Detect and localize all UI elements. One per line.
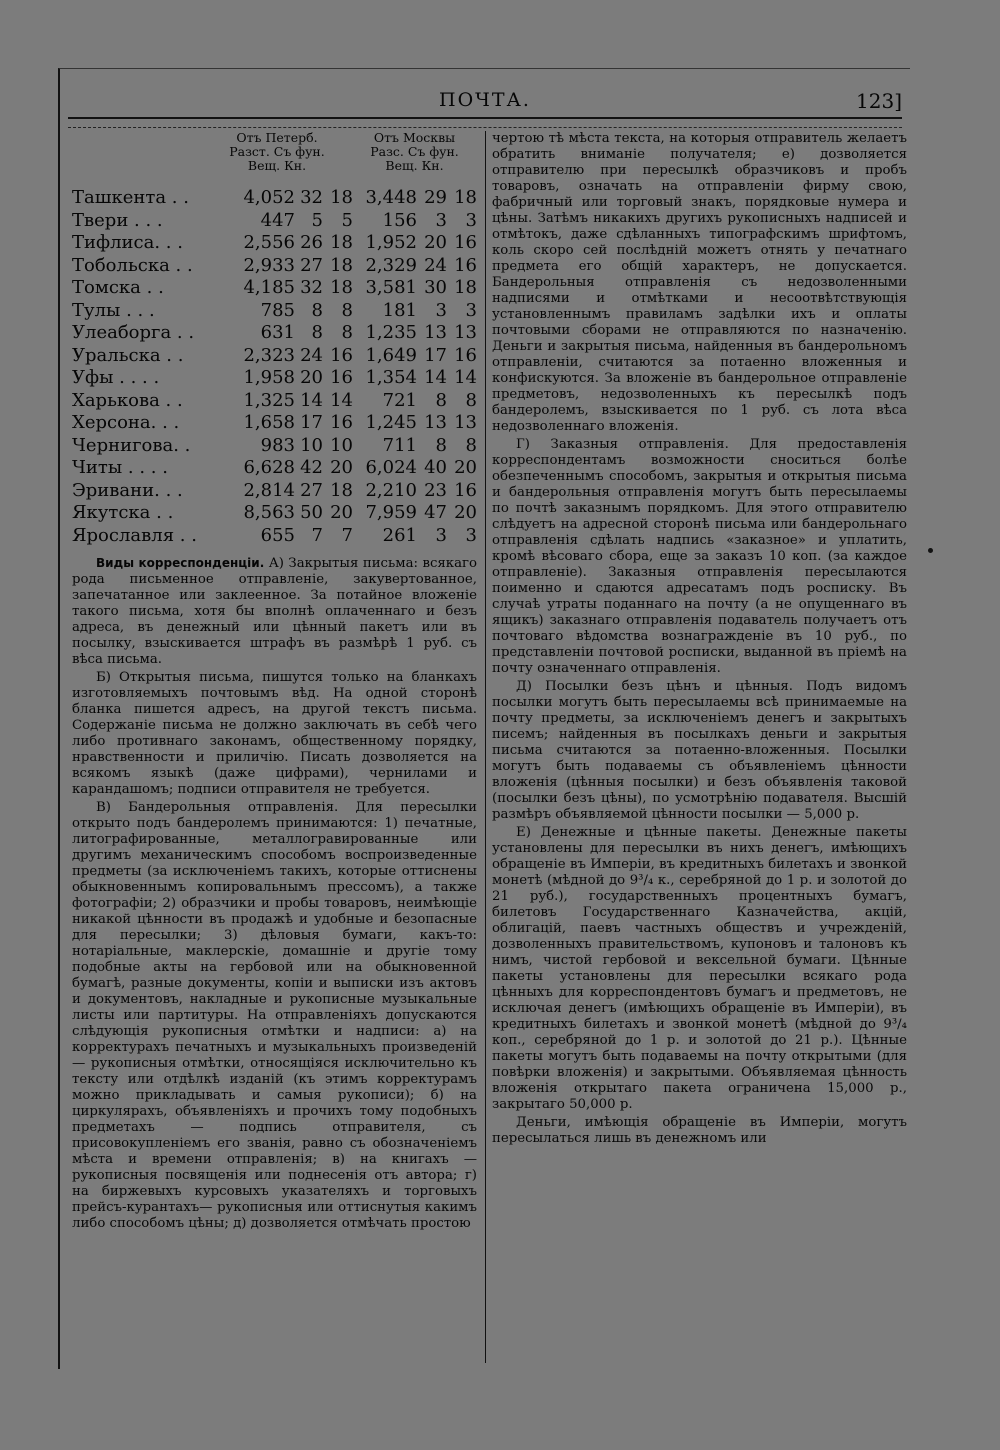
table-row [72, 367, 477, 390]
paragraph-printed-matter: В) Бандерольныя отправленія. Для пересылки открыто подъ бандеролемъ принимаются: 1) печатные, литографированные, металлогравированные или другимъ механическимъ способомъ воспроизведенные предметы (за исключеніемъ такихъ, которые оттиснены обыкновеннымъ копировальнымъ прессомъ), а также фотографіи; 2) образчики и пробы товаровъ, неимѣющіе никакой цѣнности въ продажѣ и удобные и безопасные для пересылки; 3) дѣловыя бумаги, какъ-то: нотаріальные, маклерскіе, домашніе и другіе тому подобные акты на гербовой или на обыкновенной бумагѣ, разные документы, копіи и выписки изъ актовъ и документовъ, накладные и рукописные музыкальные листы или партитуры. На отправленіяхъ допускаются слѣдующія рукописныя отмѣтки и надписи: а) на корректурахъ печатныхъ и музыкальныхъ произведеній — рукописныя отмѣтки, относящіяся исключительно къ тексту или отдѣлкѣ изданій (къ этимъ корректурамъ можно прикладывать и самыя рукописи); б) на циркулярахъ, объявленіяхъ и прочихъ тому подобныхъ предметахъ — подпись отправителя, съ присовокупленіемъ его званія, равно съ обозначеніемъ мѣста и времени отправленія; в) на книгахъ — рукописныя посвященія или поднесенія отъ автора; г) на биржевыхъ курсовыхъ указателяхъ и торговыхъ прейсъ-курантахъ— рукописныя или оттиснутыя какимъ либо способомъ цѣны; д) дозволяется отмѣчать простою [72, 800, 477, 1231]
value-cell: 631 [260, 322, 295, 343]
value-cell: 18 [454, 187, 477, 208]
paragraph-money-note: Деньги, имѣющія обращеніе въ Имперіи, могутъ пересылаться лишь въ денежномъ или [492, 1115, 907, 1146]
table-row [72, 187, 477, 210]
paragraph-registered: Г) Заказныя отправленія. Для предоставленія корреспондентамъ возможности сноситься болѣе обезпеченнымъ способомъ, закрытыя и открытыя письма и бандерольныя отправленія могутъ быть пересылаемы по почтѣ заказнымъ порядкомъ. Для этого отправителю слѣдуетъ на адресной сторонѣ письма или бандерольнаго отправленія сдѣлать надпись «заказное» и уплатить, кромѣ вѣсоваго сбора, еще за заказъ 10 коп. (за каждое отправленіе). Заказныя отправленія пересылаются поименно и сдаются адресатамъ подъ росписку. Въ случаѣ утраты поданнаго на почту (а не опущеннаго въ ящикъ) заказнаго отправленія подаватель получаетъ отъ почтоваго вѣдомства вознагражденіе въ 10 руб., по представленіи почтовой росписки, выданной въ пріемѣ на почту означеннаго отправленія. [492, 437, 907, 676]
table-row [72, 210, 477, 233]
value-cell: 23 [424, 479, 447, 501]
value-cell: 2,556 [243, 232, 295, 253]
city-cell: Якутска . . [72, 502, 174, 523]
value-cell: 18 [330, 187, 353, 208]
value-cell: 3 [465, 209, 477, 231]
city-cell: Эривани. . . [72, 479, 183, 501]
value-cell: 20 [424, 232, 447, 253]
value-cell: 4,052 [243, 187, 295, 208]
value-cell: 50 [300, 502, 323, 523]
paragraph-money-packets: Е) Денежные и цѣнные пакеты. Денежные пакеты установлены для пересылки въ нихъ денегъ, имѣющихъ обращеніе въ Имперіи, въ кредитныхъ билетахъ и звонкой монетѣ (мѣдной до 9³/₄ к., серебряной до 1 р. и золотой до 21 руб.), государственныхъ процентныхъ бумагъ, билетовъ Государственнаго Казначейства, акцій, облигацій, паевъ частныхъ обществъ и учрежденій, дозволенныхъ правительствомъ, купоновъ и талоновъ къ нимъ, чистой гербовой и вексельной бумаги. Цѣнные пакеты установлены для пересылки всякаго рода цѣнныхъ для корреспондентовъ бумагъ и предметовъ, не исключая денегъ (имѣющихъ обращеніе въ Имперіи), въ кредитныхъ билетахъ и звонкой монетѣ (мѣдной до 9³/₄ коп., серебряной до 1 р. и золотой до 21 р.). Цѣнные пакеты могутъ быть подаваемы на почту открытыми (для повѣрки вложенія) и закрытыми. Объявляемая цѣнность вложенія открытаго пакета ограничена 15,000 р., закрытаго 50,000 р. [492, 825, 907, 1112]
header-from-moscow: Отъ Москвы Разс. Съ фун. Вещ. Кн. [370, 130, 459, 173]
value-cell: 16 [454, 479, 477, 501]
value-cell: 17 [300, 412, 323, 433]
value-cell: 447 [260, 209, 295, 231]
value-cell: 16 [330, 344, 353, 366]
column-divider [485, 131, 486, 1363]
value-cell: 18 [454, 277, 477, 298]
table-row [72, 322, 477, 345]
city-cell: Ярославля . . [72, 524, 197, 546]
value-cell: 32 [300, 277, 323, 298]
paragraph-open-letters: Б) Открытыя письма, пишутся только на бланкахъ изготовляемыхъ почтовымъ вѣд. На одной сторонѣ бланка пишется адресъ, на другой текстъ письма. Содержаніе письма не должно заключать въ себѣ чего либо противнаго законамъ, общественному порядку, нравственности и приличію. Писать дозволяется на всякомъ языкѣ (даже цифрами), чернилами и карандашомъ; подписи отправителя не требуется. [72, 670, 477, 797]
value-cell: 3,448 [365, 187, 417, 208]
city-cell: Херсона. . . [72, 412, 180, 433]
table-row [72, 300, 477, 323]
value-cell: 655 [260, 524, 295, 546]
table-row [72, 277, 477, 300]
value-cell: 10 [330, 434, 353, 456]
table-row [72, 412, 477, 435]
value-cell: 47 [424, 502, 447, 523]
value-cell: 8 [435, 434, 447, 456]
value-cell: 27 [300, 254, 323, 276]
table-row [72, 435, 477, 458]
value-cell: 711 [382, 434, 417, 456]
value-cell: 721 [382, 389, 417, 411]
city-cell: Харькова . . [72, 389, 183, 411]
value-cell: 5 [311, 209, 323, 231]
paragraph-closed-letters: Виды корреспонденціи. А) Закрытыя письма: всякаго рода письменное отправленіе, закувертованное, запечатанное или заклеенное. За потайное вложеніе такого письма, хотя бы вполнѣ оплаченнаго и безъ адреса, въ денежный или цѣнный пакетъ или въ посылку, взыскивается штрафъ въ размѣрѣ 1 руб. съ вѣса письма. [72, 556, 477, 667]
value-cell: 1,235 [365, 322, 417, 343]
value-cell: 8 [465, 389, 477, 411]
value-cell: 20 [330, 457, 353, 478]
city-cell: Томска . . [72, 277, 164, 298]
paragraph-parcels: Д) Посылки безъ цѣнъ и цѣнныя. Подъ видомъ посылки могутъ быть пересылаемы всѣ принимаемые на почту предметы, за исключеніемъ денегъ и закрытыхъ писемъ; найденныя въ посылкахъ деньги и закрытыя письма считаются за потаенно-вложенныя. Посылки могутъ быть подаваемы съ объявленіемъ цѣнности вложенія (цѣнныя посылки) и безъ объявленія таковой (посылки безъ цѣны), по усмотрѣнію подавателя. Высшій размѣръ объявляемой цѣнности посылки — 5,000 р. [492, 679, 907, 822]
table-row [72, 255, 477, 278]
value-cell: 3 [435, 524, 447, 546]
value-cell: 8,563 [243, 502, 295, 523]
value-cell: 7 [311, 524, 323, 546]
value-cell: 8 [435, 389, 447, 411]
value-cell: 1,245 [365, 412, 417, 433]
city-cell: Тулы . . . [72, 299, 155, 321]
header-rule [68, 117, 902, 128]
value-cell: 14 [454, 367, 477, 388]
value-cell: 2,933 [243, 254, 295, 276]
value-cell: 3,581 [365, 277, 417, 298]
value-cell: 16 [454, 344, 477, 366]
table-row [72, 525, 477, 548]
value-cell: 13 [424, 412, 447, 433]
city-cell: Твери . . . [72, 209, 163, 231]
value-cell: 7,959 [365, 502, 417, 523]
value-cell: 40 [424, 457, 447, 478]
value-cell: 16 [330, 412, 353, 433]
value-cell: 8 [341, 299, 353, 321]
value-cell: 42 [300, 457, 323, 478]
distance-table-header [72, 131, 477, 187]
value-cell: 1,649 [365, 344, 417, 366]
value-cell: 24 [300, 344, 323, 366]
value-cell: 8 [311, 299, 323, 321]
value-cell: 261 [382, 524, 417, 546]
value-cell: 983 [260, 434, 295, 456]
margin-dot [928, 548, 933, 553]
value-cell: 2,323 [243, 344, 295, 366]
city-cell: Ташкента . . [72, 187, 189, 208]
value-cell: 17 [424, 344, 447, 366]
value-cell: 3 [435, 299, 447, 321]
value-cell: 1,354 [365, 367, 417, 388]
city-cell: Тифлиса. . . [72, 232, 183, 253]
city-cell: Уфы . . . . [72, 367, 160, 388]
value-cell: 8 [465, 434, 477, 456]
value-cell: 7 [341, 524, 353, 546]
value-cell: 1,952 [365, 232, 417, 253]
value-cell: 3 [465, 299, 477, 321]
table-row [72, 480, 477, 503]
value-cell: 13 [454, 412, 477, 433]
value-cell: 6,024 [365, 457, 417, 478]
value-cell: 26 [300, 232, 323, 253]
value-cell: 18 [330, 232, 353, 253]
value-cell: 24 [424, 254, 447, 276]
value-cell: 27 [300, 479, 323, 501]
header-from-petersburg: Отъ Петерб. Разст. Съ фун. Вещ. Кн. [229, 130, 325, 173]
distance-table [72, 187, 477, 547]
value-cell: 156 [382, 209, 417, 231]
table-row [72, 502, 477, 525]
paragraph-continued: чертою тѣ мѣста текста, на которыя отправитель желаетъ обратить вниманіе получателя; е) дозволяется отправителю при пересылкѣ образчиковъ и пробъ товаровъ, означать на отправленіи фирму свою, фабричный или торговый знакъ, порядковые нумера и цѣны. Затѣмъ никакихъ другихъ рукописныхъ надписей и отмѣтокъ, даже сдѣланныхъ типографскимъ шрифтомъ, коль скоро сей послѣдній можетъ отнять у печатнаго предмета его общій характеръ, не допускается. Бандерольныя отправленія съ недозволенными надписями и отмѣтками и несоотвѣтствующія установленнымъ правиламъ задѣлки ихъ и оплаты почтовыми сборами не отправляются по назначенію. Деньги и закрытыя письма, найденныя въ бандерольномъ отправленіи, считаются за потаенно вложенныя и конфискуются. За вложеніе въ бандерольное отправленіе предметовъ, недозволенныхъ къ пересылкѣ подъ бандеролемъ, взыскивается по 1 руб. съ лота вѣса недозволеннаго вложенія. [492, 131, 907, 434]
value-cell: 14 [330, 389, 353, 411]
value-cell: 5 [341, 209, 353, 231]
value-cell: 14 [300, 389, 323, 411]
book-page [58, 68, 910, 1369]
city-cell: Уральска . . [72, 344, 184, 366]
value-cell: 1,658 [243, 412, 295, 433]
value-cell: 4,185 [243, 277, 295, 298]
value-cell: 2,210 [365, 479, 417, 501]
value-cell: 13 [454, 322, 477, 343]
table-row [72, 232, 477, 255]
value-cell: 10 [300, 434, 323, 456]
value-cell: 2,329 [365, 254, 417, 276]
value-cell: 30 [424, 277, 447, 298]
table-row [72, 345, 477, 368]
value-cell: 20 [454, 502, 477, 523]
section-lead: Виды корреспонденціи. [96, 556, 265, 570]
page-header [60, 83, 910, 117]
value-cell: 2,814 [243, 479, 295, 501]
value-cell: 6,628 [243, 457, 295, 478]
left-column [72, 131, 477, 1234]
value-cell: 18 [330, 277, 353, 298]
value-cell: 18 [330, 479, 353, 501]
value-cell: 785 [260, 299, 295, 321]
value-cell: 16 [454, 232, 477, 253]
value-cell: 1,325 [243, 389, 295, 411]
value-cell: 3 [435, 209, 447, 231]
value-cell: 20 [300, 367, 323, 388]
value-cell: 3 [465, 524, 477, 546]
value-cell: 16 [454, 254, 477, 276]
value-cell: 32 [300, 187, 323, 208]
value-cell: 14 [424, 367, 447, 388]
city-cell: Читы . . . . [72, 457, 168, 478]
table-row [72, 457, 477, 480]
value-cell: 1,958 [243, 367, 295, 388]
city-cell: Тобольска . . [72, 254, 193, 276]
value-cell: 8 [311, 322, 323, 343]
value-cell: 20 [454, 457, 477, 478]
value-cell: 13 [424, 322, 447, 343]
city-cell: Улеаборга . . [72, 322, 195, 343]
page-title: ПОЧТА. [439, 89, 531, 111]
right-column [492, 131, 907, 1149]
value-cell: 20 [330, 502, 353, 523]
value-cell: 18 [330, 254, 353, 276]
table-row [72, 390, 477, 413]
page-number: 123] [856, 89, 902, 113]
value-cell: 181 [382, 299, 417, 321]
value-cell: 16 [330, 367, 353, 388]
value-cell: 29 [424, 187, 447, 208]
city-cell: Чернигова. . [72, 434, 191, 456]
value-cell: 8 [341, 322, 353, 343]
